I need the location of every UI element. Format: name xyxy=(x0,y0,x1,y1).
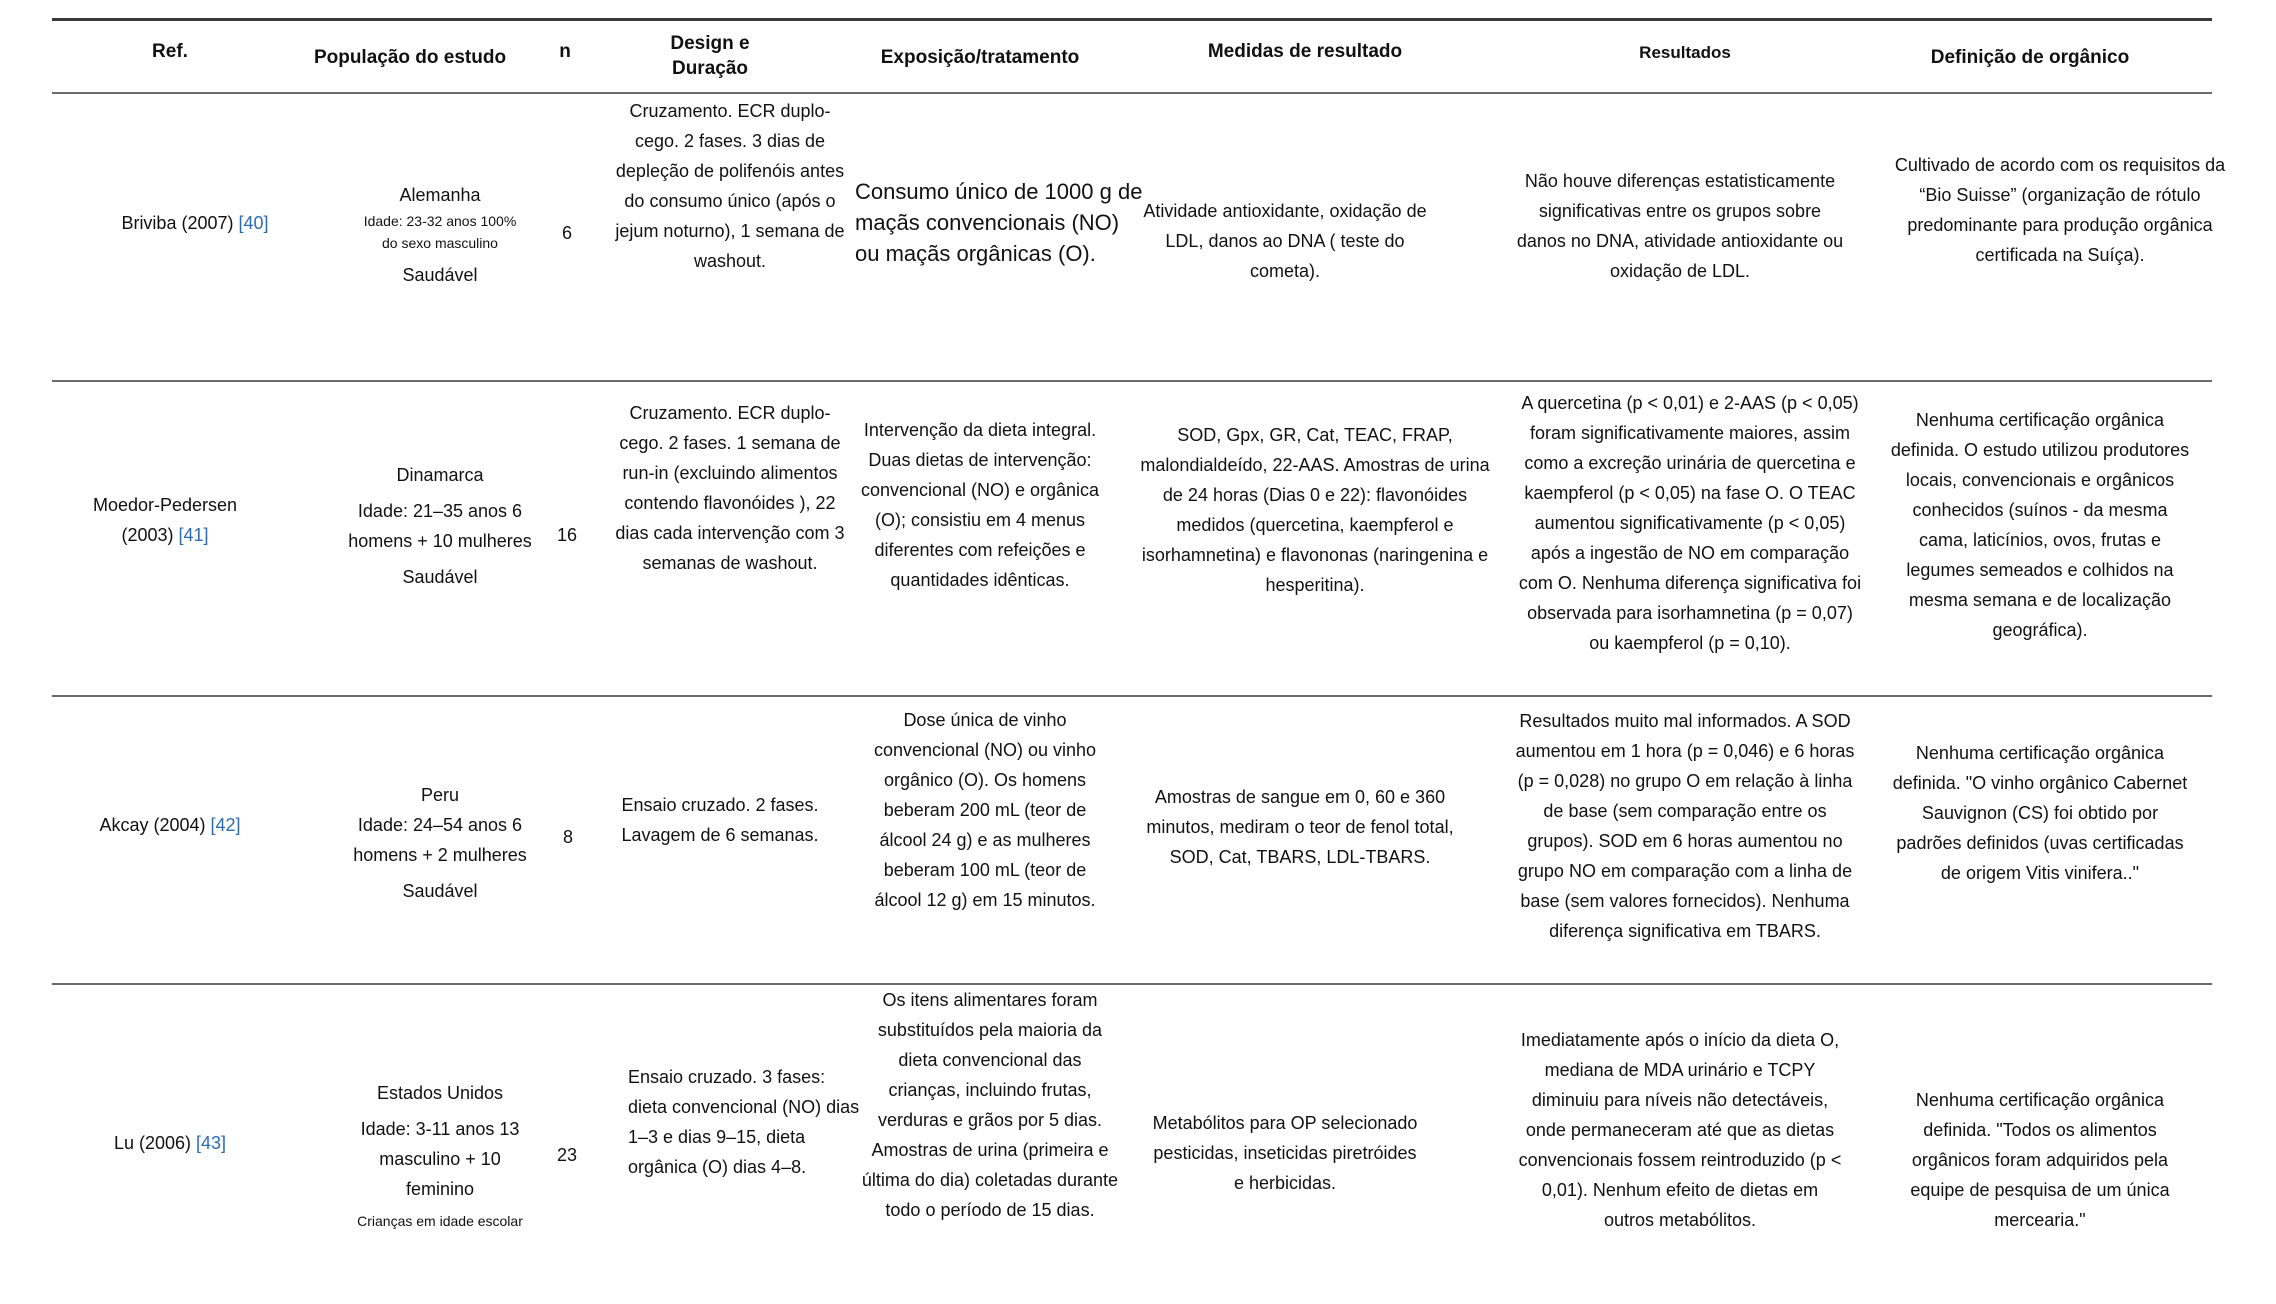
organic-definition-cell: Nenhuma certificação orgânica definida. "O vinho orgânico Cabernet Sauvignon (CS) foi obtido por padrões definidos (uvas certificadas de origem Vitis vinifera.." xyxy=(1892,743,2188,883)
table-top-rule xyxy=(52,18,2212,21)
exposure-cell: Os itens alimentares foram substituídos pela maioria da dieta convencional das crianças, incluindo frutas, verduras e grãos por 5 dias. Amostras de urina (primeira e última do dia) coletadas durante todo o período de 15 dias. xyxy=(861,990,1119,1220)
header-organic-definition: Definição de orgânico xyxy=(1930,47,2130,68)
outcomes-cell: Metabólitos para OP selecionado pesticidas, inseticidas piretróides e herbicidas. xyxy=(1152,1113,1418,1193)
n-value: 8 xyxy=(562,827,573,847)
n-value: 23 xyxy=(556,1145,578,1165)
population-health: Saudável xyxy=(402,265,478,285)
n-value: 16 xyxy=(556,525,578,545)
header-exposure: Exposição/tratamento xyxy=(880,47,1080,68)
row-separator xyxy=(52,380,2212,382)
outcomes-cell: SOD, Gpx, GR, Cat, TEAC, FRAP, malondialdeído, 22-AAS. Amostras de urina de 24 horas (Dias 0 e 22): flavonóides medidos (quercetina, kaempferol e isorhamnetina) e flavononas (naringenina e hesperitina). xyxy=(1140,425,1490,595)
row-separator xyxy=(52,695,2212,697)
results-cell: Não houve diferenças estatisticamente significativas entre os grupos sobre danos no DNA, atividade antioxidante ou oxidação de LDL. xyxy=(1516,171,1844,281)
population-health: Crianças em idade escolar xyxy=(357,1213,523,1229)
ref-cell xyxy=(90,810,250,840)
organic-definition-cell: Nenhuma certificação orgânica definida. O estudo utilizou produtores locais, convencionais e orgânicos conhecidos (suínos - da mesma cama, laticínios, ovos, frutas e legumes semeados e colhidos na mesma semana e de localização geográfica). xyxy=(1890,410,2190,640)
results-cell: Resultados muito mal informados. A SOD aumentou em 1 hora (p = 0,046) e 6 horas (p = 0,028) no grupo O em relação à linha de base (sem comparação entre os grupos). SOD em 6 horas aumentou no grupo NO em comparação com a linha de base (sem valores fornecidos). Nenhuma diferença significativa em TBARS. xyxy=(1515,711,1855,941)
population-cell xyxy=(300,460,580,592)
ref-link[interactable]: [40] xyxy=(238,213,269,233)
population-age: Idade: 3-11 anos 13 masculino + 10 feminino xyxy=(360,1119,520,1199)
header-results: Resultados xyxy=(1639,43,1731,62)
population-country: Peru xyxy=(420,785,460,805)
population-country: Dinamarca xyxy=(396,465,484,485)
population-country: Estados Unidos xyxy=(376,1083,504,1103)
header-n: n xyxy=(559,41,571,62)
design-text: Ensaio cruzado. 3 fases: dieta convencional (NO) dias 1–3 e dias 9–15, dieta orgânica (O) dias 4–8. xyxy=(628,1067,860,1177)
header-population: População do estudo xyxy=(313,47,507,68)
ref-cell xyxy=(70,490,260,550)
ref-author: Briviba (2007) xyxy=(121,213,234,233)
design-cell xyxy=(628,1062,868,1182)
design-cell: Ensaio cruzado. 2 fases. Lavagem de 6 semanas. xyxy=(621,795,819,845)
results-cell: A quercetina (p < 0,01) e 2-AAS (p < 0,05) foram significativamente maiores, assim como a excreção urinária de quercetina e kaempferol (p < 0,05) na fase O. O TEAC aumentou significativamente (p < 0,05) após a ingestão de NO em comparação com O. Nenhuma diferença significativa foi observada para isorhamnetina (p = 0,07) ou kaempferol (p = 0,10). xyxy=(1518,393,1862,653)
population-health: Saudável xyxy=(402,881,478,901)
population-cell xyxy=(300,780,580,906)
design-cell: Cruzamento. ECR duplo-cego. 2 fases. 1 semana de run-in (excluindo alimentos contendo flavonóides ), 22 dias cada intervenção com 3 semanas de washout. xyxy=(615,403,845,573)
outcomes-cell: Atividade antioxidante, oxidação de LDL, danos ao DNA ( teste do cometa). xyxy=(1143,201,1427,281)
design-cell: Cruzamento. ECR duplo-cego. 2 fases. 3 dias de depleção de polifenóis antes do consumo único (após o jejum noturno), 1 semana de washout. xyxy=(615,101,845,271)
ref-author: Moedor-Pedersen (2003) xyxy=(92,495,238,545)
exposure-cell: Consumo único de 1000 g de maçãs convencionais (NO) ou maçãs orgânicas (O). xyxy=(855,179,1143,266)
outcomes-cell: Amostras de sangue em 0, 60 e 360 minutos, mediram o teor de fenol total, SOD, Cat, TBARS, LDL-TBARS. xyxy=(1146,787,1454,867)
population-cell xyxy=(300,1078,580,1232)
population-health: Saudável xyxy=(402,567,478,587)
row-separator xyxy=(52,983,2212,985)
ref-link[interactable]: [43] xyxy=(196,1133,227,1153)
organic-definition-cell: Cultivado de acordo com os requisitos da “Bio Suisse” (organização de rótulo predominante para produção orgânica certificada na Suíça). xyxy=(1894,155,2226,265)
exposure-cell: Dose única de vinho convencional (NO) ou vinho orgânico (O). Os homens beberam 200 mL (teor de álcool 24 g) e as mulheres beberam 100 mL (teor de álcool 12 g) em 15 minutos. xyxy=(873,710,1097,910)
header-rule xyxy=(52,92,2212,94)
population-age: Idade: 24–54 anos 6 homens + 2 mulheres xyxy=(353,815,527,865)
ref-cell xyxy=(95,1128,245,1158)
header-outcomes: Medidas de resultado xyxy=(1207,41,1403,62)
population-age: Idade: 21–35 anos 6 homens + 10 mulheres xyxy=(348,501,532,551)
ref-cell xyxy=(70,208,320,238)
ref-link[interactable]: [41] xyxy=(178,525,209,545)
exposure-cell: Intervenção da dieta integral. Duas dietas de intervenção: convencional (NO) e orgânica (O); consistiu em 4 menus diferentes com refeições e quantidades idênticas. xyxy=(860,420,1100,590)
header-design: Design e Duração xyxy=(670,33,750,79)
ref-author: Akcay (2004) xyxy=(99,815,206,835)
population-country: Alemanha xyxy=(399,185,481,205)
results-cell: Imediatamente após o início da dieta O, mediana de MDA urinário e TCPY diminuiu para níveis não detectáveis, onde permaneceram até que as dietas convencionais fossem reintroduzido (p < 0,01). Nenhum efeito de dietas em outros metabólitos. xyxy=(1518,1030,1842,1230)
population-cell xyxy=(300,180,580,290)
n-value: 6 xyxy=(561,223,572,243)
ref-author: Lu (2006) xyxy=(113,1133,191,1153)
header-ref: Ref. xyxy=(152,41,188,62)
organic-definition-cell: Nenhuma certificação orgânica definida. "Todos os alimentos orgânicos foram adquiridos pela equipe de pesquisa de um única mercearia." xyxy=(1910,1090,2170,1230)
ref-link[interactable]: [42] xyxy=(210,815,241,835)
population-age: Idade: 23-32 anos 100% do sexo masculino xyxy=(363,213,517,251)
